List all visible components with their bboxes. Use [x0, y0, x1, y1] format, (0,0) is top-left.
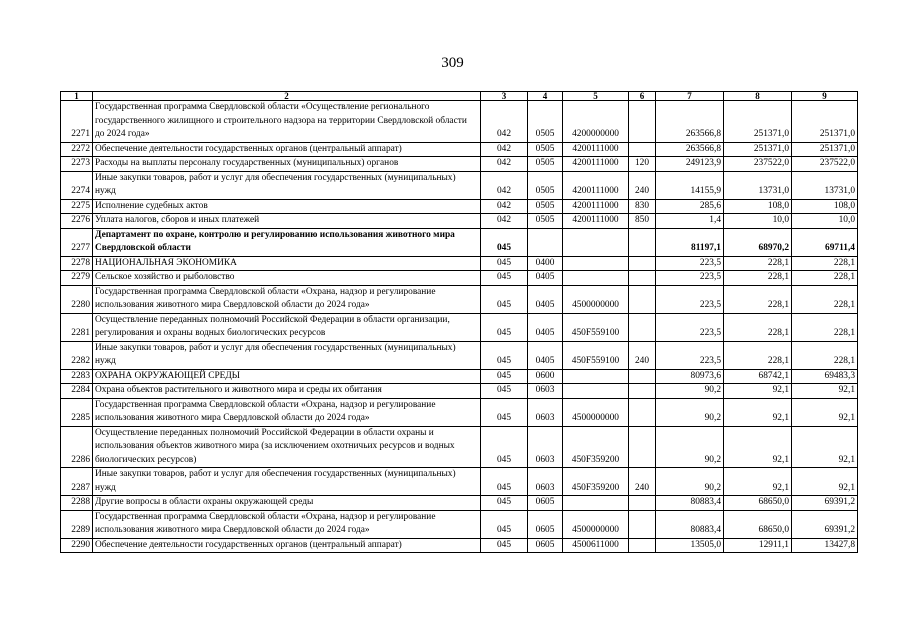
admin-code: 042 — [481, 157, 528, 172]
section-code: 0505 — [528, 157, 563, 172]
row-number: 2282 — [61, 341, 93, 369]
amount-col-8: 228,1 — [724, 341, 792, 369]
row-name: Иные закупки товаров, работ и услуг для обеспечения государственных (муниципальных) нужд — [93, 171, 481, 199]
target-code: 450F359200 — [563, 426, 629, 468]
expense-type-code — [629, 271, 656, 286]
amount-col-8: 10,0 — [724, 214, 792, 229]
col-header-5: 5 — [563, 92, 629, 101]
section-code: 0505 — [528, 199, 563, 214]
row-number: 2272 — [61, 142, 93, 157]
expense-type-code: 120 — [629, 157, 656, 172]
target-code — [563, 369, 629, 384]
col-header-8: 8 — [724, 92, 792, 101]
table-row — [61, 256, 858, 271]
amount-col-9: 69391,2 — [792, 496, 858, 511]
table-row — [61, 369, 858, 384]
target-code: 4500000000 — [563, 510, 629, 538]
amount-col-7: 80973,6 — [656, 369, 724, 384]
admin-code: 042 — [481, 214, 528, 229]
amount-col-7: 90,2 — [656, 468, 724, 496]
row-number: 2288 — [61, 496, 93, 511]
col-header-6: 6 — [629, 92, 656, 101]
col-header-7: 7 — [656, 92, 724, 101]
admin-code: 045 — [481, 398, 528, 426]
col-header-9: 9 — [792, 92, 858, 101]
table-row — [61, 468, 858, 496]
section-code: 0600 — [528, 369, 563, 384]
admin-code: 045 — [481, 496, 528, 511]
amount-col-8: 92,1 — [724, 468, 792, 496]
table-row — [61, 384, 858, 399]
amount-col-8: 228,1 — [724, 271, 792, 286]
amount-col-8: 108,0 — [724, 199, 792, 214]
expense-type-code — [629, 369, 656, 384]
row-number: 2280 — [61, 285, 93, 313]
target-code: 4500000000 — [563, 398, 629, 426]
expense-type-code — [629, 496, 656, 511]
section-code: 0405 — [528, 341, 563, 369]
admin-code: 045 — [481, 426, 528, 468]
row-number: 2289 — [61, 510, 93, 538]
admin-code: 045 — [481, 285, 528, 313]
row-name: Уплата налогов, сборов и иных платежей — [93, 214, 481, 229]
amount-col-9: 69483,3 — [792, 369, 858, 384]
section-code: 0505 — [528, 142, 563, 157]
row-number: 2284 — [61, 384, 93, 399]
amount-col-9: 92,1 — [792, 398, 858, 426]
section-code: 0603 — [528, 384, 563, 399]
expense-type-code — [629, 101, 656, 143]
admin-code: 042 — [481, 199, 528, 214]
admin-code: 045 — [481, 538, 528, 553]
col-header-1: 1 — [61, 92, 93, 101]
amount-col-7: 80883,4 — [656, 496, 724, 511]
admin-code: 042 — [481, 101, 528, 143]
target-code: 450F559100 — [563, 313, 629, 341]
row-number: 2287 — [61, 468, 93, 496]
row-number: 2271 — [61, 101, 93, 143]
table-row — [61, 398, 858, 426]
table-row — [61, 171, 858, 199]
amount-col-9: 92,1 — [792, 384, 858, 399]
table-row — [61, 426, 858, 468]
target-code: 4500611000 — [563, 538, 629, 553]
amount-col-9: 92,1 — [792, 426, 858, 468]
amount-col-9: 237522,0 — [792, 157, 858, 172]
target-code: 4200000000 — [563, 101, 629, 143]
expense-type-code — [629, 538, 656, 553]
expense-type-code — [629, 256, 656, 271]
col-header-3: 3 — [481, 92, 528, 101]
row-name: Департамент по охране, контролю и регулированию использования животного мира Свердловской области — [93, 228, 481, 256]
amount-col-8: 68650,0 — [724, 496, 792, 511]
admin-code: 042 — [481, 142, 528, 157]
amount-col-7: 223,5 — [656, 341, 724, 369]
amount-col-8: 251371,0 — [724, 142, 792, 157]
section-code: 0405 — [528, 271, 563, 286]
col-header-4: 4 — [528, 92, 563, 101]
row-name: Обеспечение деятельности государственных органов (центральный аппарат) — [93, 538, 481, 553]
row-name: Расходы на выплаты персоналу государственных (муниципальных) органов — [93, 157, 481, 172]
amount-col-8: 68742,1 — [724, 369, 792, 384]
table-row — [61, 142, 858, 157]
table-row — [61, 157, 858, 172]
amount-col-8: 228,1 — [724, 256, 792, 271]
page-number: 309 — [441, 55, 464, 71]
expense-type-code — [629, 510, 656, 538]
amount-col-9: 69711,4 — [792, 228, 858, 256]
section-code: 0605 — [528, 538, 563, 553]
amount-col-9: 10,0 — [792, 214, 858, 229]
amount-col-7: 263566,8 — [656, 101, 724, 143]
section-code: 0605 — [528, 510, 563, 538]
expense-type-code: 240 — [629, 468, 656, 496]
row-name: Иные закупки товаров, работ и услуг для обеспечения государственных (муниципальных) нужд — [93, 341, 481, 369]
expense-type-code — [629, 228, 656, 256]
row-number: 2274 — [61, 171, 93, 199]
row-number: 2273 — [61, 157, 93, 172]
amount-col-9: 228,1 — [792, 256, 858, 271]
target-code: 4500000000 — [563, 285, 629, 313]
table-row — [61, 496, 858, 511]
row-number: 2275 — [61, 199, 93, 214]
amount-col-8: 68650,0 — [724, 510, 792, 538]
row-name: Осуществление переданных полномочий Российской Федерации в области организации, регулирования и охраны водных биологических ресурсов — [93, 313, 481, 341]
row-name: Осуществление переданных полномочий Российской Федерации в области охраны и использования объектов животного мира (за исключением охотничьих ресурсов и водных биологических ресурсов) — [93, 426, 481, 468]
target-code — [563, 496, 629, 511]
admin-code: 045 — [481, 228, 528, 256]
amount-col-7: 90,2 — [656, 384, 724, 399]
amount-col-8: 251371,0 — [724, 101, 792, 143]
expense-type-code — [629, 426, 656, 468]
target-code: 4200111000 — [563, 157, 629, 172]
row-number: 2285 — [61, 398, 93, 426]
amount-col-9: 228,1 — [792, 341, 858, 369]
amount-col-9: 251371,0 — [792, 142, 858, 157]
expense-type-code: 850 — [629, 214, 656, 229]
amount-col-7: 249123,9 — [656, 157, 724, 172]
row-number: 2283 — [61, 369, 93, 384]
amount-col-7: 223,5 — [656, 256, 724, 271]
table-row — [61, 285, 858, 313]
amount-col-7: 1,4 — [656, 214, 724, 229]
target-code: 4200111000 — [563, 142, 629, 157]
amount-col-9: 108,0 — [792, 199, 858, 214]
amount-col-7: 80883,4 — [656, 510, 724, 538]
amount-col-8: 12911,1 — [724, 538, 792, 553]
section-code: 0505 — [528, 171, 563, 199]
row-number: 2278 — [61, 256, 93, 271]
table-row — [61, 101, 858, 143]
admin-code: 045 — [481, 369, 528, 384]
expense-type-code — [629, 142, 656, 157]
section-code: 0405 — [528, 285, 563, 313]
row-name: Сельское хозяйство и рыболовство — [93, 271, 481, 286]
admin-code: 045 — [481, 256, 528, 271]
col-header-2: 2 — [93, 92, 481, 101]
header-row — [61, 92, 858, 101]
amount-col-7: 285,6 — [656, 199, 724, 214]
target-code: 4200111000 — [563, 199, 629, 214]
amount-col-8: 92,1 — [724, 426, 792, 468]
row-number: 2281 — [61, 313, 93, 341]
target-code — [563, 228, 629, 256]
amount-col-7: 14155,9 — [656, 171, 724, 199]
section-code: 0505 — [528, 214, 563, 229]
expense-type-code — [629, 313, 656, 341]
row-name: Другие вопросы в области охраны окружающей среды — [93, 496, 481, 511]
admin-code: 045 — [481, 510, 528, 538]
amount-col-8: 68970,2 — [724, 228, 792, 256]
admin-code: 045 — [481, 341, 528, 369]
row-number: 2286 — [61, 426, 93, 468]
row-name: Иные закупки товаров, работ и услуг для обеспечения государственных (муниципальных) нужд — [93, 468, 481, 496]
section-code: 0603 — [528, 468, 563, 496]
row-name: Государственная программа Свердловской области «Осуществление регионального государственного жилищного и строительного надзора на территории Свердловской области до 2024 года» — [93, 101, 481, 143]
admin-code: 045 — [481, 313, 528, 341]
target-code: 450F359200 — [563, 468, 629, 496]
table-row — [61, 214, 858, 229]
amount-col-7: 263566,8 — [656, 142, 724, 157]
amount-col-9: 69391,2 — [792, 510, 858, 538]
amount-col-7: 13505,0 — [656, 538, 724, 553]
amount-col-9: 13731,0 — [792, 171, 858, 199]
expense-type-code — [629, 398, 656, 426]
amount-col-7: 90,2 — [656, 398, 724, 426]
table-row — [61, 510, 858, 538]
amount-col-8: 228,1 — [724, 313, 792, 341]
budget-table — [60, 91, 858, 553]
amount-col-7: 223,5 — [656, 285, 724, 313]
row-name: Охрана объектов растительного и животного мира и среды их обитания — [93, 384, 481, 399]
target-code: 4200111000 — [563, 214, 629, 229]
target-code: 450F559100 — [563, 341, 629, 369]
table-row — [61, 199, 858, 214]
row-name: Государственная программа Свердловской области «Охрана, надзор и регулирование использования животного мира Свердловской области до 2024 года» — [93, 510, 481, 538]
amount-col-9: 228,1 — [792, 271, 858, 286]
expense-type-code: 830 — [629, 199, 656, 214]
admin-code: 045 — [481, 271, 528, 286]
amount-col-8: 92,1 — [724, 384, 792, 399]
table-row — [61, 313, 858, 341]
table-row — [61, 341, 858, 369]
expense-type-code — [629, 384, 656, 399]
section-code: 0603 — [528, 426, 563, 468]
section-code — [528, 228, 563, 256]
amount-col-9: 13427,8 — [792, 538, 858, 553]
table-row — [61, 538, 858, 553]
amount-col-7: 223,5 — [656, 271, 724, 286]
amount-col-8: 237522,0 — [724, 157, 792, 172]
amount-col-9: 228,1 — [792, 285, 858, 313]
row-name: НАЦИОНАЛЬНАЯ ЭКОНОМИКА — [93, 256, 481, 271]
admin-code: 042 — [481, 171, 528, 199]
section-code: 0505 — [528, 101, 563, 143]
row-name: Обеспечение деятельности государственных органов (центральный аппарат) — [93, 142, 481, 157]
section-code: 0400 — [528, 256, 563, 271]
section-code: 0603 — [528, 398, 563, 426]
table-row — [61, 228, 858, 256]
row-name: ОХРАНА ОКРУЖАЮЩЕЙ СРЕДЫ — [93, 369, 481, 384]
amount-col-8: 228,1 — [724, 285, 792, 313]
admin-code: 045 — [481, 468, 528, 496]
amount-col-8: 92,1 — [724, 398, 792, 426]
amount-col-7: 81197,1 — [656, 228, 724, 256]
row-number: 2277 — [61, 228, 93, 256]
table-row — [61, 271, 858, 286]
amount-col-9: 92,1 — [792, 468, 858, 496]
amount-col-7: 223,5 — [656, 313, 724, 341]
target-code — [563, 271, 629, 286]
row-number: 2276 — [61, 214, 93, 229]
expense-type-code — [629, 285, 656, 313]
row-number: 2290 — [61, 538, 93, 553]
amount-col-7: 90,2 — [656, 426, 724, 468]
row-name: Исполнение судебных актов — [93, 199, 481, 214]
section-code: 0605 — [528, 496, 563, 511]
expense-type-code: 240 — [629, 341, 656, 369]
amount-col-8: 13731,0 — [724, 171, 792, 199]
row-name: Государственная программа Свердловской области «Охрана, надзор и регулирование использования животного мира Свердловской области до 2024 года» — [93, 285, 481, 313]
row-name: Государственная программа Свердловской области «Охрана, надзор и регулирование использования животного мира Свердловской области до 2024 года» — [93, 398, 481, 426]
row-number: 2279 — [61, 271, 93, 286]
amount-col-9: 251371,0 — [792, 101, 858, 143]
amount-col-9: 228,1 — [792, 313, 858, 341]
admin-code: 045 — [481, 384, 528, 399]
target-code — [563, 384, 629, 399]
target-code: 4200111000 — [563, 171, 629, 199]
expense-type-code: 240 — [629, 171, 656, 199]
section-code: 0405 — [528, 313, 563, 341]
target-code — [563, 256, 629, 271]
